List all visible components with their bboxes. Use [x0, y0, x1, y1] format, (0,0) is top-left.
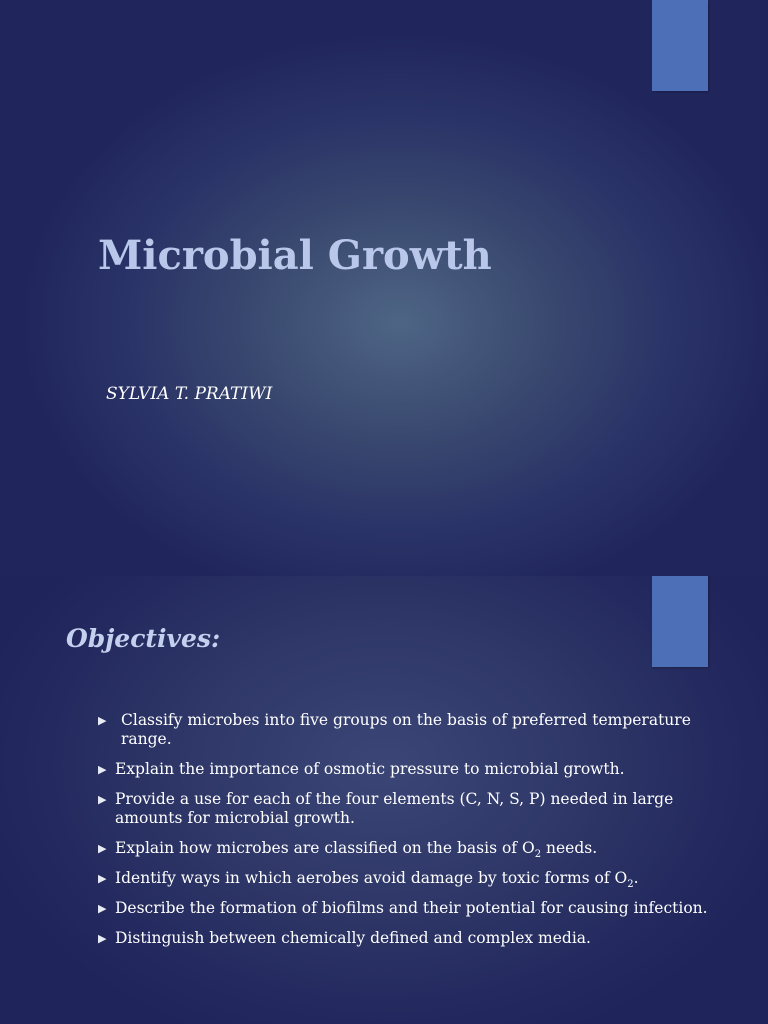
list-item	[98, 869, 738, 888]
objectives-heading: Objectives:	[66, 624, 221, 653]
list-item	[98, 790, 738, 828]
subscript: 2	[627, 879, 634, 890]
author-name: SYLVIA T. PRATIWI	[106, 384, 273, 404]
subscript: 2	[534, 849, 542, 860]
slide-title: Microbial Growth	[98, 232, 492, 279]
bullet-text: Classify microbes into five groups on the basis of preferred temperature range.	[121, 711, 691, 748]
objectives-slide	[0, 576, 768, 1024]
right-triangle-icon: ▶	[98, 872, 107, 885]
accent-bar	[652, 576, 708, 667]
right-triangle-icon: ▶	[98, 793, 107, 806]
right-triangle-icon: ▶	[98, 902, 107, 915]
bullet-text: Distinguish between chemically defined and complex media.	[115, 929, 591, 947]
bullet-text-end: needs.	[541, 839, 598, 857]
bullet-text: Explain how microbes are classified on the basis of O	[115, 839, 535, 857]
accent-bar	[652, 0, 708, 91]
list-item	[98, 711, 738, 749]
right-triangle-icon: ▶	[98, 932, 107, 945]
right-triangle-icon: ▶	[98, 763, 107, 776]
bullet-text-end: .	[633, 869, 639, 887]
bullet-text: Describe the formation of biofilms and their potential for causing infection.	[115, 899, 708, 917]
right-triangle-icon: ▶	[98, 714, 107, 727]
bullet-text: Identify ways in which aerobes avoid damage by toxic forms of O	[115, 869, 628, 887]
list-item	[98, 899, 738, 918]
list-item	[98, 839, 738, 858]
bullet-text: Explain the importance of osmotic pressure to microbial growth.	[115, 760, 625, 778]
bullet-text: Provide a use for each of the four elements (C, N, S, P) needed in large amounts for microbial growth.	[115, 790, 674, 827]
objectives-list	[98, 711, 738, 959]
list-item	[98, 760, 738, 779]
list-item	[98, 929, 738, 948]
right-triangle-icon: ▶	[98, 842, 107, 855]
